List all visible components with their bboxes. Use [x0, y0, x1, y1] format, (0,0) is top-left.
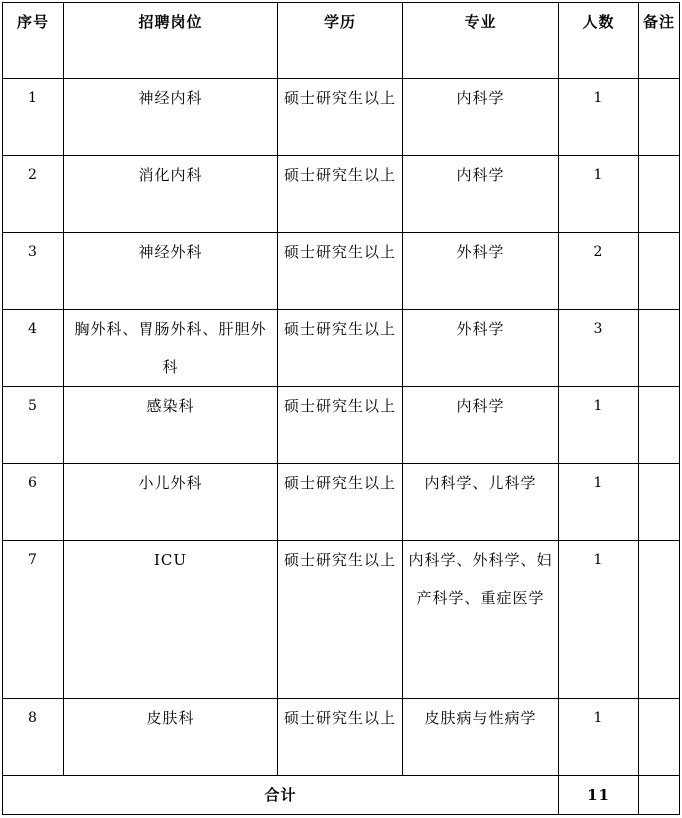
cell-major: 内科学 — [403, 387, 559, 464]
cell-index: 4 — [3, 310, 64, 387]
header-major: 专业 — [403, 3, 559, 79]
cell-count: 1 — [559, 387, 639, 464]
total-row — [3, 776, 680, 815]
cell-remark — [639, 310, 680, 387]
cell-major: 外科学 — [403, 233, 559, 310]
cell-index: 8 — [3, 699, 64, 776]
cell-remark — [639, 79, 680, 156]
cell-count: 1 — [559, 79, 639, 156]
cell-position: 小儿外科 — [64, 464, 278, 541]
cell-remark — [639, 233, 680, 310]
total-label: 合计 — [3, 776, 559, 815]
cell-major: 外科学 — [403, 310, 559, 387]
header-position: 招聘岗位 — [64, 3, 278, 79]
header-row — [3, 3, 680, 79]
cell-education: 硕士研究生以上 — [278, 310, 403, 387]
header-education: 学历 — [278, 3, 403, 79]
cell-education: 硕士研究生以上 — [278, 464, 403, 541]
cell-remark — [639, 699, 680, 776]
cell-education: 硕士研究生以上 — [278, 541, 403, 699]
cell-position: 神经外科 — [64, 233, 278, 310]
table-row — [3, 541, 680, 699]
table-row — [3, 79, 680, 156]
cell-major: 内科学、外科学、妇产科学、重症医学 — [403, 541, 559, 699]
cell-count: 3 — [559, 310, 639, 387]
cell-index: 2 — [3, 156, 64, 233]
cell-major: 内科学、儿科学 — [403, 464, 559, 541]
cell-education: 硕士研究生以上 — [278, 387, 403, 464]
cell-education: 硕士研究生以上 — [278, 699, 403, 776]
header-index: 序号 — [3, 3, 64, 79]
cell-count: 1 — [559, 699, 639, 776]
table-row — [3, 464, 680, 541]
cell-remark — [639, 156, 680, 233]
cell-position: 消化内科 — [64, 156, 278, 233]
cell-position: 皮肤科 — [64, 699, 278, 776]
header-count: 人数 — [559, 3, 639, 79]
cell-index: 5 — [3, 387, 64, 464]
table-row — [3, 699, 680, 776]
cell-count: 1 — [559, 541, 639, 699]
table-row — [3, 233, 680, 310]
cell-education: 硕士研究生以上 — [278, 79, 403, 156]
header-remark: 备注 — [639, 3, 680, 79]
cell-remark — [639, 464, 680, 541]
cell-position: 神经内科 — [64, 79, 278, 156]
recruitment-table — [2, 2, 680, 815]
cell-index: 3 — [3, 233, 64, 310]
cell-position: 感染科 — [64, 387, 278, 464]
cell-index: 1 — [3, 79, 64, 156]
table-row — [3, 310, 680, 387]
cell-index: 6 — [3, 464, 64, 541]
cell-major: 皮肤病与性病学 — [403, 699, 559, 776]
cell-position: ICU — [64, 541, 278, 699]
cell-remark — [639, 541, 680, 699]
cell-education: 硕士研究生以上 — [278, 233, 403, 310]
total-remark — [639, 776, 680, 815]
cell-major: 内科学 — [403, 79, 559, 156]
cell-count: 1 — [559, 464, 639, 541]
cell-count: 2 — [559, 233, 639, 310]
table-row — [3, 387, 680, 464]
cell-index: 7 — [3, 541, 64, 699]
cell-education: 硕士研究生以上 — [278, 156, 403, 233]
total-count: 11 — [559, 776, 639, 815]
cell-position: 胸外科、胃肠外科、肝胆外科 — [64, 310, 278, 387]
cell-remark — [639, 387, 680, 464]
cell-major: 内科学 — [403, 156, 559, 233]
cell-count: 1 — [559, 156, 639, 233]
table-row — [3, 156, 680, 233]
